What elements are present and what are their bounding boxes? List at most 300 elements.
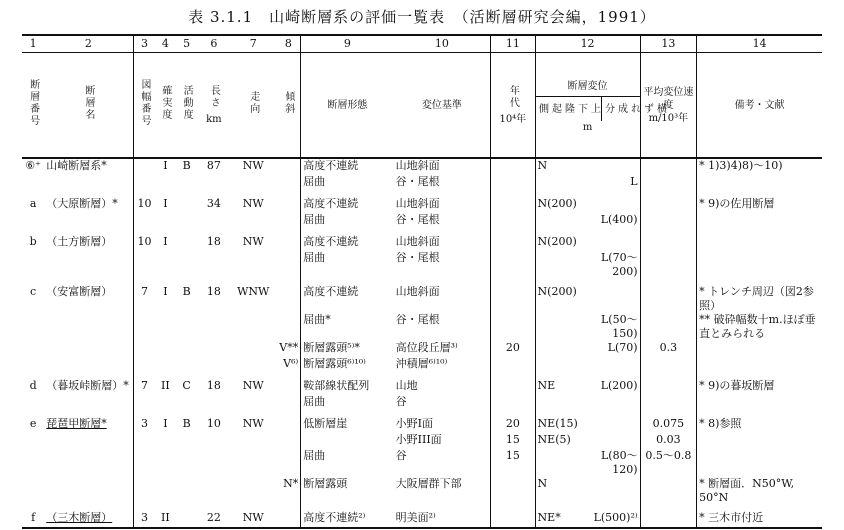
column-number-row (22, 35, 822, 53)
cell-activity (176, 395, 198, 411)
cell-remarks (697, 251, 822, 279)
cell-fault-name: （安富断層） (46, 285, 113, 298)
cell-fault-form: 低断層崖 (303, 417, 348, 430)
header-avg-rate-unit: m/10³年 (648, 112, 689, 124)
cell-fault-name (44, 433, 133, 449)
cell-avg-rate (640, 505, 697, 528)
cell-fault-name: （土方断層） (46, 235, 113, 248)
cell-avg-rate: 0.3 (640, 341, 697, 357)
cell-strike: NW (242, 417, 264, 430)
table-row (22, 313, 822, 341)
cell-dip (276, 175, 300, 191)
cell-displacement-base: 大阪層群下部 (394, 477, 491, 505)
col-num: 11 (491, 35, 535, 53)
cell-fault-number (22, 449, 44, 477)
cell-length (198, 395, 230, 411)
cell-certainty (155, 313, 175, 341)
cell-fault-form: 高度不連続 (303, 159, 359, 172)
cell-length (198, 449, 230, 477)
col-num: 14 (697, 35, 822, 53)
cell-displacement-base: 山地斜面 (394, 279, 491, 313)
header-displacement-base: 変位基準 (394, 53, 491, 159)
cell-strike (230, 357, 276, 373)
cell-remarks: * 9)の佐用断層 (699, 197, 775, 210)
cell-remarks (697, 175, 822, 191)
cell-remarks: * トレンチ周辺（図2参照） (699, 285, 814, 312)
cell-fault-form: 屈曲 (303, 213, 326, 226)
cell-strike: NW (230, 505, 276, 528)
header-dip: 傾斜 (282, 91, 294, 115)
cell-avg-rate (640, 395, 697, 411)
cell-activity: B (182, 159, 191, 172)
cell-age (491, 158, 535, 175)
table-title: 表 3.1.1 山崎断層系の評価一覧表 （活断層研究会編，1991） (188, 8, 656, 26)
cell-displacement-base: 谷・尾根 (394, 175, 491, 191)
header-certainty: 確実度 (159, 85, 171, 121)
cell-vertical-displacement: N(200) (537, 197, 577, 210)
cell-certainty: I (163, 285, 168, 298)
cell-activity (176, 251, 198, 279)
header-displacement-unit: m (582, 121, 593, 133)
table-row (22, 433, 822, 449)
cell-dip: N* (276, 477, 300, 505)
cell-dip (276, 449, 300, 477)
cell-length (198, 477, 230, 505)
cell-avg-rate (640, 191, 697, 213)
cell-vertical-displacement: NE(5) (537, 433, 571, 446)
cell-fault-number (22, 175, 44, 191)
cell-length: 18 (206, 285, 221, 298)
cell-certainty (155, 251, 175, 279)
cell-age (491, 229, 535, 251)
cell-age (491, 313, 535, 341)
cell-displacement-base: 明美面²⁾ (394, 505, 491, 528)
cell-fault-number (22, 341, 44, 357)
cell-fault-name (44, 175, 133, 191)
table-body (22, 158, 822, 528)
cell-sheet-number: 7 (133, 279, 155, 313)
cell-activity (176, 229, 198, 251)
cell-fault-form: 断層露頭 (303, 477, 348, 490)
cell-vertical-displacement (535, 357, 588, 373)
table-row (22, 229, 822, 251)
cell-fault-number: d (29, 379, 37, 392)
cell-fault-number: b (29, 235, 37, 248)
cell-fault-form: 高度不連続 (303, 285, 359, 298)
cell-age: 15 (491, 433, 535, 449)
cell-remarks (697, 229, 822, 251)
cell-activity (176, 191, 198, 213)
cell-remarks (697, 449, 822, 477)
cell-age (491, 213, 535, 229)
cell-sheet-number: 3 (133, 411, 155, 433)
cell-lateral-displacement (588, 158, 641, 175)
cell-length (198, 251, 230, 279)
cell-activity (176, 477, 198, 505)
cell-activity (176, 313, 198, 341)
col-num: 1 (22, 35, 44, 53)
table-row (22, 251, 822, 279)
col-num: 10 (394, 35, 491, 53)
header-remarks: 備考・文献 (697, 53, 822, 159)
cell-vertical-displacement (535, 449, 588, 477)
cell-fault-number: c (30, 285, 37, 298)
cell-fault-name (44, 395, 133, 411)
cell-displacement-base: 谷 (394, 395, 491, 411)
cell-remarks (697, 213, 822, 229)
cell-sheet-number: 10 (133, 191, 155, 213)
cell-fault-name (44, 341, 133, 357)
header-vertical-uplift: 上下隆起側 (536, 102, 600, 115)
cell-fault-number: f (22, 505, 44, 528)
col-num: 2 (44, 35, 133, 53)
cell-fault-form: 高度不連続 (303, 197, 359, 210)
cell-fault-name: 琵琶甲断層* (46, 417, 107, 430)
cell-activity (176, 449, 198, 477)
cell-length (198, 433, 230, 449)
cell-fault-name: 山崎断層系* (46, 159, 107, 172)
header-age: 年代 (507, 84, 519, 109)
cell-fault-name: （三木断層） (44, 505, 133, 528)
cell-fault-form: 屈曲 (303, 175, 326, 188)
cell-certainty (155, 395, 175, 411)
cell-fault-form: 鞍部線状配列 (303, 379, 370, 392)
cell-fault-number (22, 313, 44, 341)
cell-vertical-displacement: N(200) (537, 285, 577, 298)
header-avg-rate: 平均変位速度 (643, 86, 694, 111)
cell-length (198, 313, 230, 341)
cell-displacement-base: 山地斜面 (394, 191, 491, 213)
cell-lateral-displacement (588, 433, 641, 449)
cell-lateral-displacement: L(500)²⁾ (588, 505, 641, 528)
table-row (22, 158, 822, 175)
cell-certainty: I (163, 417, 168, 430)
cell-age (491, 373, 535, 395)
cell-certainty (155, 341, 175, 357)
cell-dip (276, 313, 300, 341)
cell-activity (176, 213, 198, 229)
header-fault-number: 断層番号 (27, 79, 39, 127)
cell-age (491, 477, 535, 505)
table-row (22, 279, 822, 313)
cell-strike (230, 175, 276, 191)
cell-dip (276, 158, 300, 175)
cell-length: 34 (206, 197, 221, 210)
cell-fault-form: 屈曲 (303, 251, 326, 264)
cell-vertical-displacement (535, 395, 588, 411)
cell-avg-rate (640, 175, 697, 191)
cell-activity: B (182, 417, 191, 430)
cell-activity (176, 357, 198, 373)
cell-strike (230, 213, 276, 229)
cell-activity: C (182, 379, 191, 392)
cell-fault-form: 屈曲 (303, 395, 326, 408)
cell-avg-rate (640, 229, 697, 251)
cell-dip (276, 505, 300, 528)
cell-dip (276, 191, 300, 213)
cell-strike (230, 251, 276, 279)
cell-sheet-number (133, 158, 155, 175)
cell-fault-name (44, 251, 133, 279)
col-num: 13 (640, 35, 697, 53)
cell-avg-rate (640, 357, 697, 373)
cell-remarks: * 断層面．N50°W, 50°N (699, 477, 795, 504)
cell-sheet-number (133, 213, 155, 229)
cell-certainty (155, 213, 175, 229)
cell-fault-form: 屈曲* (303, 313, 331, 326)
cell-displacement-base: 高位段丘層³⁾ (394, 341, 491, 357)
header-lateral-component: 横ずれ成分 (602, 102, 666, 115)
cell-lateral-displacement: L(70～200) (588, 251, 641, 279)
cell-sheet-number (133, 357, 155, 373)
cell-length: 18 (206, 235, 221, 248)
cell-displacement-base: 山地 (394, 373, 491, 395)
cell-remarks (697, 433, 822, 449)
cell-lateral-displacement (588, 395, 641, 411)
cell-length: 87 (206, 159, 221, 172)
cell-lateral-displacement (588, 191, 641, 213)
cell-avg-rate (640, 213, 697, 229)
cell-strike (230, 433, 276, 449)
col-num: 8 (276, 35, 300, 53)
cell-sheet-number (133, 251, 155, 279)
cell-lateral-displacement (588, 411, 641, 433)
cell-fault-form: 断層露頭⁶⁾¹⁰⁾ (303, 357, 366, 370)
cell-fault-name (44, 313, 133, 341)
cell-fault-number (22, 251, 44, 279)
cell-age (491, 191, 535, 213)
cell-remarks: ** 破砕幅数十m.ほぼ垂直とみられる (699, 313, 816, 340)
cell-sheet-number (133, 477, 155, 505)
header-form: 断層形態 (301, 53, 394, 159)
cell-activity: B (182, 285, 191, 298)
cell-vertical-displacement: NE* (535, 505, 588, 528)
table-row (22, 357, 822, 373)
cell-sheet-number: 10 (133, 229, 155, 251)
cell-vertical-displacement: NE (537, 379, 556, 392)
cell-certainty (155, 175, 175, 191)
cell-avg-rate (640, 477, 697, 505)
cell-sheet-number (133, 341, 155, 357)
cell-avg-rate (640, 313, 697, 341)
header-displacement: 断層変位 (536, 77, 640, 97)
cell-avg-rate: 0.075 (640, 411, 697, 433)
cell-displacement-base: 谷・尾根 (394, 213, 491, 229)
cell-length (198, 213, 230, 229)
cell-strike: NW (242, 379, 264, 392)
table-row (22, 395, 822, 411)
cell-lateral-displacement: L(400) (588, 213, 641, 229)
cell-vertical-displacement (535, 313, 588, 341)
cell-dip (276, 251, 300, 279)
cell-lateral-displacement: L(50～150) (588, 313, 641, 341)
cell-sheet-number (133, 433, 155, 449)
cell-fault-form: 断層露頭⁵⁾* (303, 341, 360, 354)
col-num: 3 (133, 35, 155, 53)
cell-lateral-displacement: L(70) (588, 341, 641, 357)
cell-avg-rate (640, 158, 697, 175)
cell-avg-rate (640, 251, 697, 279)
cell-length (198, 175, 230, 191)
cell-sheet-number (133, 313, 155, 341)
col-num: 5 (176, 35, 198, 53)
cell-fault-form: 高度不連続 (303, 235, 359, 248)
cell-length (198, 341, 230, 357)
header-age-unit: 10⁴年 (499, 113, 527, 125)
cell-dip (276, 373, 300, 395)
header-strike: 走向 (247, 91, 259, 115)
cell-fault-name (44, 477, 133, 505)
cell-age (491, 251, 535, 279)
cell-vertical-displacement (535, 175, 588, 191)
table-row (22, 213, 822, 229)
cell-fault-form: 屈曲 (303, 449, 326, 462)
fault-evaluation-table (22, 34, 822, 529)
cell-fault-number (22, 357, 44, 373)
cell-length: 10 (206, 417, 221, 430)
cell-fault-form: 高度不連続²⁾ (301, 505, 394, 528)
cell-dip (276, 395, 300, 411)
cell-dip: V⁶⁾ (276, 357, 300, 373)
cell-lateral-displacement: L(200) (588, 373, 641, 395)
cell-displacement-base: 谷・尾根 (394, 251, 491, 279)
cell-age (491, 175, 535, 191)
cell-certainty (155, 449, 175, 477)
cell-fault-name (44, 357, 133, 373)
header-row (22, 53, 822, 159)
table-row (22, 505, 822, 528)
cell-activity (176, 433, 198, 449)
cell-fault-number: e (29, 417, 37, 430)
cell-lateral-displacement (588, 357, 641, 373)
cell-lateral-displacement (588, 279, 641, 313)
cell-avg-rate (640, 279, 697, 313)
cell-displacement-base: 山地斜面 (394, 158, 491, 175)
cell-sheet-number: 7 (133, 373, 155, 395)
cell-fault-form (301, 433, 394, 449)
table-row (22, 477, 822, 505)
cell-vertical-displacement: N (537, 477, 548, 490)
cell-lateral-displacement (588, 229, 641, 251)
cell-strike: NW (242, 159, 264, 172)
cell-length: 22 (198, 505, 230, 528)
header-length-unit: km (206, 113, 222, 125)
header-fault-name: 断層名 (82, 85, 94, 121)
cell-certainty: II (161, 379, 170, 392)
cell-vertical-displacement (535, 213, 588, 229)
cell-age: 20 (491, 341, 535, 357)
table-row (22, 449, 822, 477)
col-num: 7 (230, 35, 276, 53)
cell-sheet-number (133, 395, 155, 411)
cell-displacement-base: 小野III面 (394, 433, 491, 449)
cell-strike: WNW (237, 285, 270, 298)
cell-certainty (155, 433, 175, 449)
cell-length: 18 (206, 379, 221, 392)
cell-age: 15 (491, 449, 535, 477)
cell-strike: NW (242, 235, 264, 248)
cell-lateral-displacement (588, 477, 641, 505)
cell-fault-name: （暮坂峠断層）* (46, 379, 129, 392)
table-row (22, 341, 822, 357)
cell-age (491, 279, 535, 313)
cell-certainty: I (163, 197, 168, 210)
cell-avg-rate: 0.5～0.8 (640, 449, 697, 477)
cell-certainty (155, 357, 175, 373)
cell-vertical-displacement: NE(15) (537, 417, 578, 430)
cell-activity (176, 175, 198, 191)
cell-dip (276, 229, 300, 251)
cell-avg-rate: 0.03 (640, 433, 697, 449)
col-num: 4 (155, 35, 175, 53)
cell-age: 20 (491, 411, 535, 433)
cell-lateral-displacement: L (588, 175, 641, 191)
cell-vertical-displacement (535, 341, 588, 357)
cell-age (491, 357, 535, 373)
cell-avg-rate (640, 373, 697, 395)
cell-certainty: I (163, 159, 168, 172)
cell-lateral-displacement: L(80～120) (588, 449, 641, 477)
cell-remarks: * 9)の暮坂断層 (699, 379, 775, 392)
cell-remarks: * 1)3)4)8)～10) (699, 159, 783, 172)
table-row (22, 411, 822, 433)
cell-displacement-base: 山地斜面 (394, 229, 491, 251)
cell-remarks: * 三木市付近 (697, 505, 822, 528)
col-num: 6 (198, 35, 230, 53)
col-num: 12 (535, 35, 640, 53)
header-length: 長さ (208, 84, 220, 109)
table-row (22, 175, 822, 191)
cell-fault-number (22, 433, 44, 449)
table-row (22, 373, 822, 395)
cell-age (491, 395, 535, 411)
cell-certainty (155, 477, 175, 505)
cell-fault-number (22, 395, 44, 411)
cell-displacement-base: 小野I面 (394, 411, 491, 433)
cell-remarks (697, 395, 822, 411)
cell-certainty: II (155, 505, 175, 528)
header-sheet-number: 図幅番号 (138, 79, 150, 127)
cell-strike (230, 341, 276, 357)
cell-strike (230, 477, 276, 505)
cell-strike (230, 449, 276, 477)
cell-vertical-displacement (535, 251, 588, 279)
cell-strike (230, 313, 276, 341)
cell-certainty: I (163, 235, 168, 248)
header-activity: 活動度 (181, 85, 193, 121)
cell-age (491, 505, 535, 528)
cell-vertical-displacement: N(200) (537, 235, 577, 248)
cell-dip (276, 279, 300, 313)
cell-displacement-base: 谷 (394, 449, 491, 477)
cell-sheet-number (133, 175, 155, 191)
cell-fault-number: ⑥⁺ (25, 159, 41, 172)
cell-length (198, 357, 230, 373)
cell-fault-name: （大原断層）* (46, 197, 118, 210)
cell-fault-name (44, 213, 133, 229)
cell-displacement-base: 谷・尾根 (394, 313, 491, 341)
cell-sheet-number: 3 (133, 505, 155, 528)
cell-fault-number: a (29, 197, 37, 210)
cell-fault-number (22, 213, 44, 229)
cell-dip: V** (276, 341, 300, 357)
col-num: 9 (301, 35, 394, 53)
cell-sheet-number (133, 449, 155, 477)
cell-dip (276, 411, 300, 433)
cell-displacement-base: 沖積層⁶⁾¹⁰⁾ (394, 357, 491, 373)
table-row (22, 191, 822, 213)
cell-dip (276, 433, 300, 449)
